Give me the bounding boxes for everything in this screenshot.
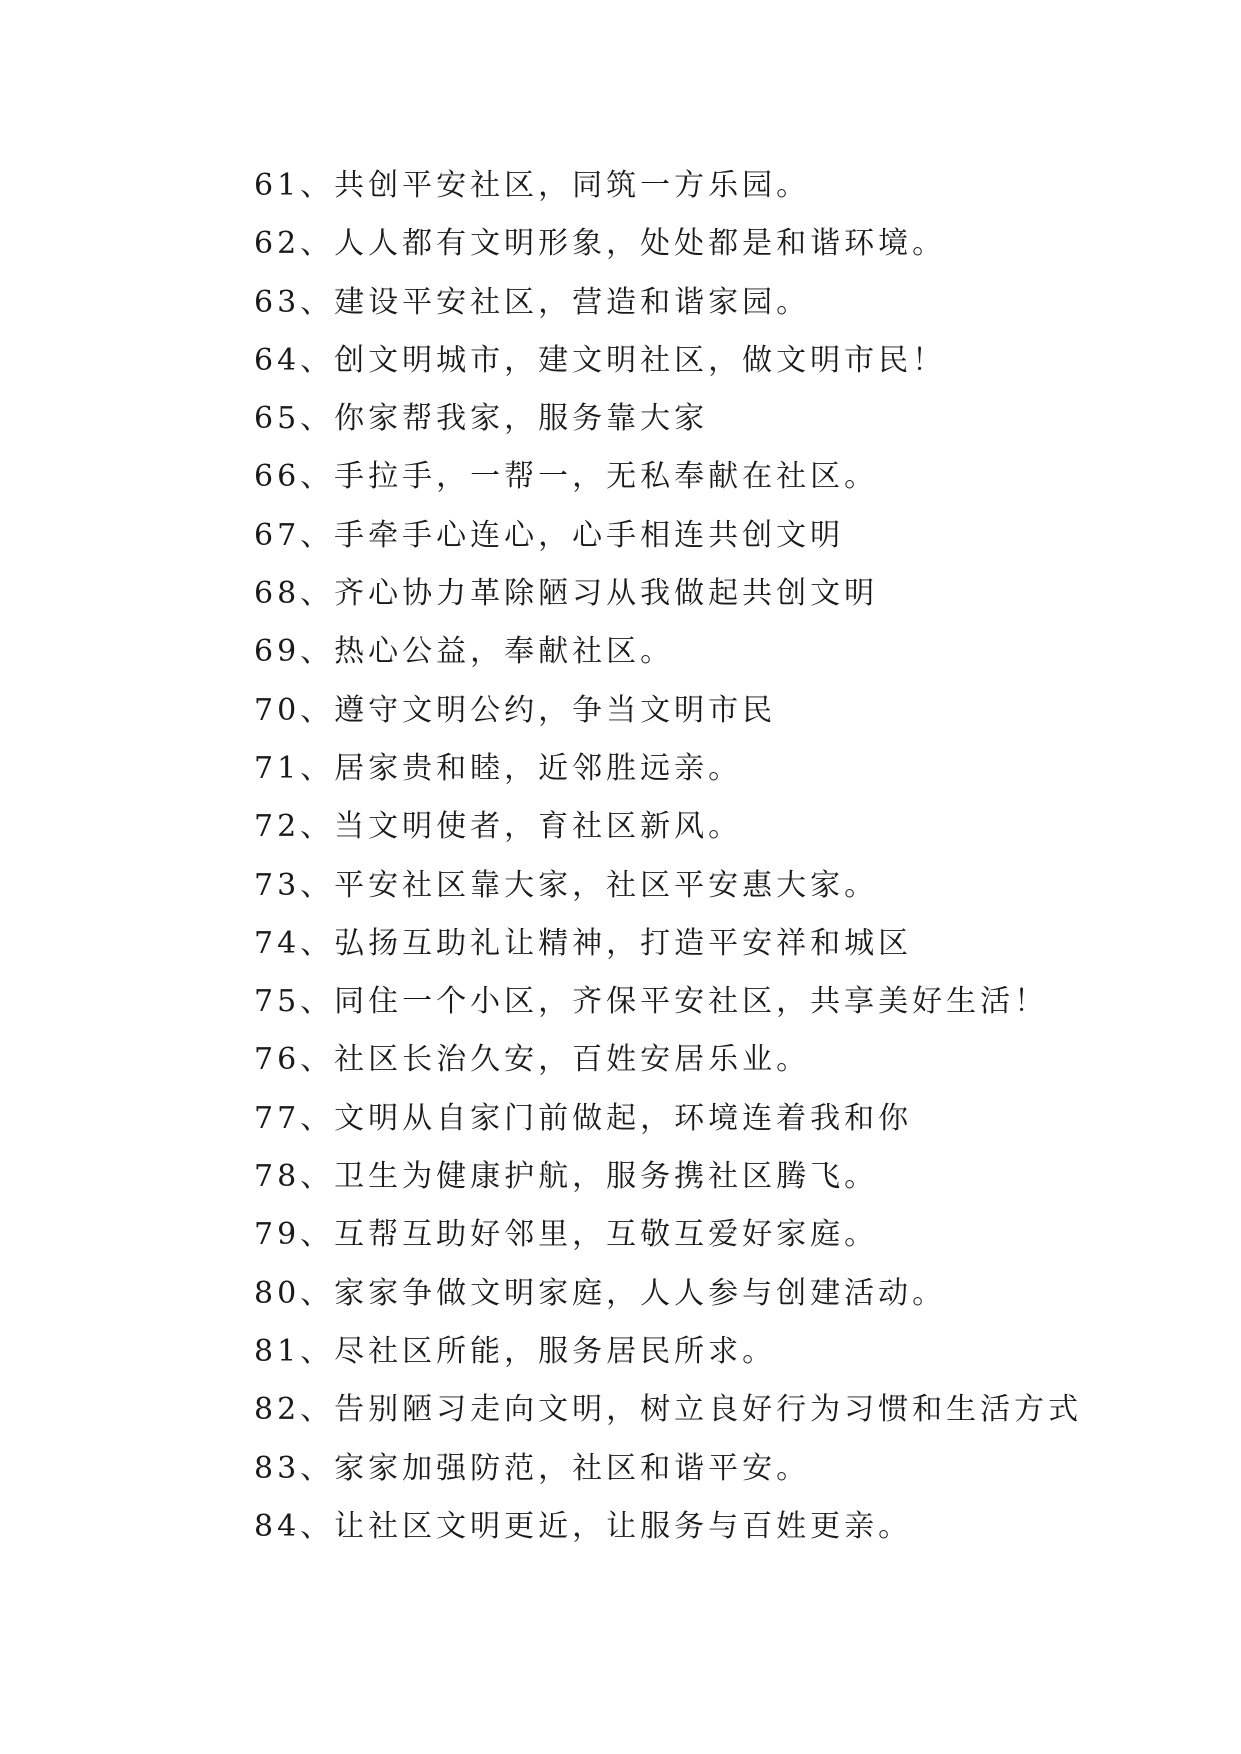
- slogan-line: 80、家家争做文明家庭，人人参与创建活动。: [254, 1275, 947, 1311]
- slogan-line: 84、让社区文明更近，让服务与百姓更亲。: [254, 1508, 913, 1544]
- slogan-line: 69、热心公益，奉献社区。: [254, 634, 675, 670]
- slogan-line: 68、齐心协力革除陋习从我做起共创文明: [254, 576, 879, 612]
- slogan-line: 63、建设平安社区，营造和谐家园。: [254, 284, 811, 320]
- slogan-line: 64、创文明城市，建文明社区，做文明市民！: [254, 342, 947, 378]
- slogan-line: 66、手拉手，一帮一，无私奉献在社区。: [254, 459, 879, 495]
- slogan-line: 77、文明从自家门前做起，环境连着我和你: [254, 1100, 913, 1136]
- slogan-line: 74、弘扬互助礼让精神，打造平安祥和城区: [254, 925, 913, 961]
- slogan-line: 75、同住一个小区，齐保平安社区，共享美好生活！: [254, 984, 1049, 1020]
- slogan-line: 61、共创平安社区，同筑一方乐园。: [254, 168, 811, 203]
- slogan-line: 73、平安社区靠大家，社区平安惠大家。: [254, 867, 879, 903]
- slogan-line: 78、卫生为健康护航，服务携社区腾飞。: [254, 1159, 879, 1195]
- slogan-line: 76、社区长治久安，百姓安居乐业。: [254, 1042, 811, 1078]
- slogan-line: 67、手牵手心连心，心手相连共创文明: [254, 517, 845, 553]
- slogan-line: 79、互帮互助好邻里，互敬互爱好家庭。: [254, 1217, 879, 1253]
- slogan-list: [254, 157, 1082, 1556]
- slogan-line: 62、人人都有文明形象，处处都是和谐环境。: [254, 226, 947, 262]
- slogan-line: 72、当文明使者，育社区新风。: [254, 809, 743, 845]
- slogan-line: 70、遵守文明公约，争当文明市民: [254, 692, 777, 728]
- slogan-line: 82、告别陋习走向文明，树立良好行为习惯和生活方式: [254, 1392, 1083, 1428]
- slogan-line: 83、家家加强防范，社区和谐平安。: [254, 1450, 811, 1486]
- slogan-line: 65、你家帮我家，服务靠大家: [254, 401, 709, 437]
- slogan-line: 71、居家贵和睦，近邻胜远亲。: [254, 750, 743, 786]
- slogan-line: 81、尽社区所能，服务居民所求。: [254, 1333, 777, 1369]
